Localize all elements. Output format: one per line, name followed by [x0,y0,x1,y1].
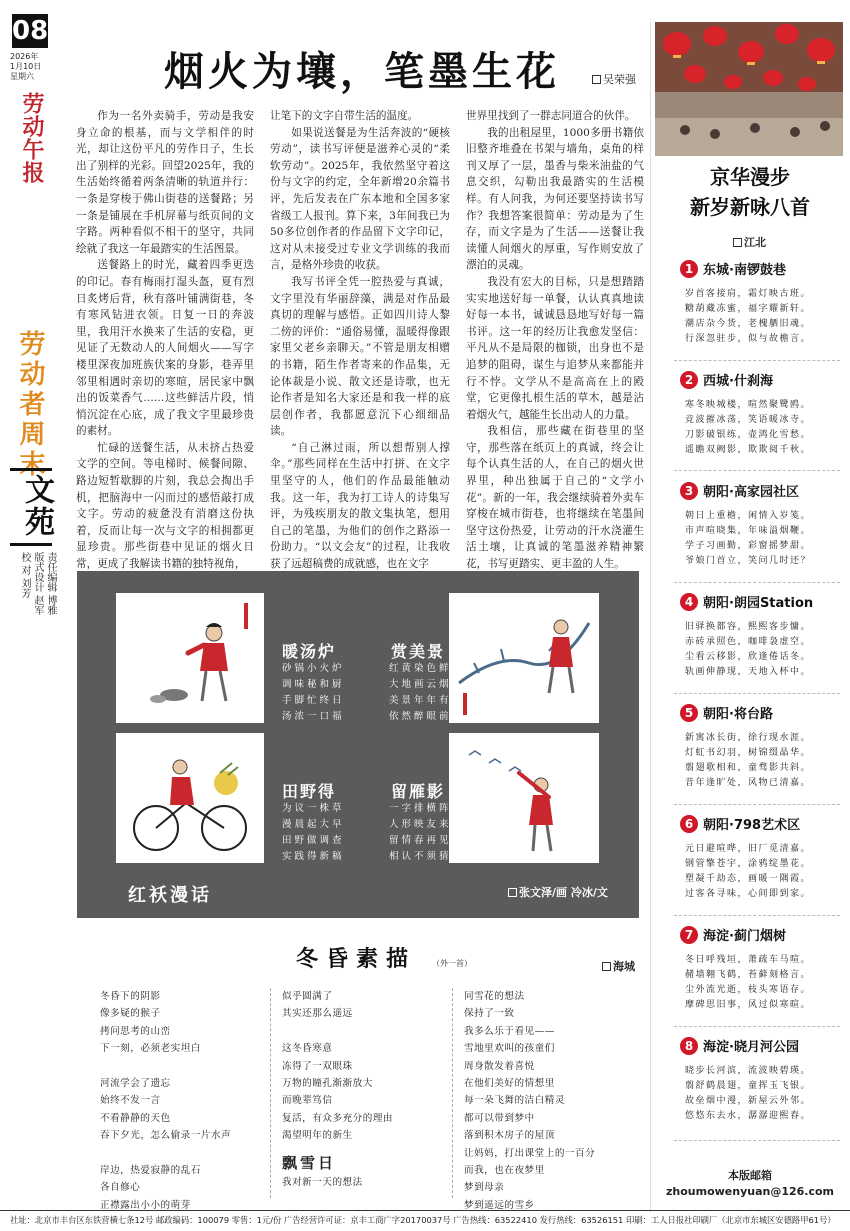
verse-line: 爷娘门首立，笑问几时还？ [685,556,812,566]
sidebar-spot-7 [680,925,840,1013]
poem-column-3 [464,988,639,1214]
cook-figure-icon [116,593,264,723]
sidebar-spot-5 [680,703,840,791]
sidebar-spot-6 [680,814,840,902]
poem-lines-3 [282,801,345,865]
poem-line: 美景年年有 [389,695,452,706]
verse-line: 行深忽驻步，似与故檐言。 [685,334,812,344]
verse-line: 轨画伸静现，天地入杯中。 [685,667,812,677]
verse-line: 朝日上重檐，闲情入岁笺。 [685,511,812,521]
article-column-3 [466,108,644,573]
poem-line: 我对新一天的想法 [282,1177,363,1188]
poem-line: 万物的瞳孔渐渐放大 [282,1078,373,1090]
spot-name: 海淀·晓月河公园 [703,1040,799,1055]
poem-line: 留情春再见 [389,835,452,846]
spot-verse [680,398,840,458]
mailbox-label: 本版邮箱 [728,1169,772,1182]
poem-line: 人形映友来 [389,819,452,830]
bicycle-figure-icon [116,733,264,863]
paragraph: 世界里找到了一群志同道合的伙伴。 [466,110,636,122]
paragraph: 我没有宏大的目标，只是想踏踏实实地送好每一单餐，认认真真地读好每一本书，诚诚恳恳地写好每一篇书评。这一年的经历让我愈发坚信：平凡从不是局限的枷锁，出身也不是追梦的阻碍，谋生与追梦从来都能并行不悖。文学从不是高高在上的殿堂，它更像扎根生活的草木，越是沾着烟火气，越能生长出动人的力量。 [466,275,644,421]
spot-number-badge: 6 [680,815,698,833]
verse-line: 赤砖承照色，咖啡袅虚空。 [685,637,812,647]
poem-line: 各自修心 [100,1182,141,1194]
spot-name: 朝阳·高家园社区 [703,485,799,500]
byline-box-icon [733,238,742,247]
sidebar-divider [650,22,651,1212]
spot-number-badge: 3 [680,482,698,500]
poem-subtitle: （外一首） [432,959,472,968]
poem-title-4: 留雁影 [391,782,446,801]
lantern-photo-icon [655,22,843,156]
poem-line: 落到积木房子的屋顶 [464,1130,555,1142]
poem-line: 冻得了一双眼珠 [282,1060,353,1072]
poem-line: 不看静静的天色 [100,1112,171,1124]
spot-divider [674,470,840,471]
poem-line: 周身散发着喜悦 [464,1060,535,1072]
byline-box-icon [602,962,611,971]
branch-figure-icon [449,593,599,723]
verse-line: 塑凝千劫态，画暖一隅霞。 [685,874,812,884]
poem-line: 同雪花的想法 [464,991,525,1002]
verse-line: 竞波摧冰荡，笑语暖冰寺。 [685,415,812,425]
paragraph: 如果说送餐是为生活奔波的“硬核劳动”，读书写评便是滋养心灵的“柔软劳动”。2025年，我依然坚守着这份与文字的约定，全年新增20余篇书评，先后发表在广东本地和全国多家省级工人报刊。算下来，3年间我已为50多位创作者的作品留下文字印记，这对从未接受过专业文学训练的我而言，是格外珍贵的收获。 [270,126,450,272]
article-byline-text: 吴荣强 [603,73,636,86]
verse-line: 寒冬映城楼，喧然聚鹭鸥。 [685,400,812,410]
verse-line: 市声喧晓集，年味溢烟鞭。 [685,526,812,536]
sidebar-title [660,162,840,222]
verse-line: 昔年逢旷处，风物已清嘉。 [685,778,812,788]
section-name: 劳动者周末 [15,330,45,480]
poem-column-2 [282,988,447,1145]
verse-line: 学子习画勤，彩窗摇梦甜。 [685,541,812,551]
verse-line: 新寓冰长街，徐行现水涯。 [685,733,812,743]
column-divider [452,988,453,1198]
article-headline: 烟火为壤，笔墨生花 [164,49,560,95]
poem-column-1 [100,988,265,1214]
article-column-2 [270,108,450,573]
column-divider [270,988,271,1198]
spot-divider [674,582,840,583]
verse-line: 晓步长河滨，流波映碧瑛。 [685,1066,812,1076]
verse-line: 岁首客接肩，霜灯映古班。 [685,289,812,299]
verse-line: 钢管擎苍宇，涂鸦绽墨花。 [685,859,812,869]
paragraph: 我相信，那些藏在街巷里的坚守，那些落在纸页上的真诚，终会让每个认真生活的人，在自己的烟火世界里，种出独属于自己的“文学小花”。新的一年，我会继续骑着外卖车穿梭在城市街巷，也将继续在笔墨间坚守这份热爱，让劳动的汗水浇灌生活土壤，让真诚的笔墨滋养精神繁花，书写更踏实、更丰盈的人生。 [466,425,644,571]
section-subname: 文苑 [19,474,54,538]
poem-line: 汤浓一口福 [282,711,345,722]
poem-line: 其实还那么遥远 [282,1008,353,1020]
poem-lines-2 [389,661,452,725]
poem-line: 红黄染色鲜 [389,663,452,674]
poem-line: 雪地里欢叫的孩童们 [464,1043,555,1055]
poem-line [282,1023,447,1040]
poem-line: 冬昏下的阴影 [100,991,161,1002]
footer-info: 社址：北京市丰台区东铁营横七条12号 邮政编码：100079 零售：1元/份 广告经营许可证：京丰工商广字20170037号 广告热线：63522410 发行热线：63526151 印刷：工人日报社印刷厂（北京市东城区安德路甲61号） [10,1215,836,1225]
poem-line: 梦到母亲 [464,1182,505,1194]
spot-number-badge: 2 [680,371,698,389]
spot-number-badge: 5 [680,704,698,722]
art-credit [508,884,608,900]
spot-verse [680,953,840,1013]
verse-line: 过客各寻味，心间即到家。 [685,889,812,899]
poem-line: 正襟露出小小的萌芽 [100,1199,191,1211]
page-number: 08 [12,16,49,46]
spot-divider [674,915,840,916]
verse-line: 旧驿换都容，熙熙客步慵。 [685,622,812,632]
sidebar-title-line1: 京华漫步 [710,165,790,189]
spot-number-badge: 7 [680,926,698,944]
paper-logo: 劳动午报 [19,92,45,184]
spot-name: 朝阳·798艺术区 [703,818,801,833]
poem-line [100,1058,265,1075]
poem-line: 为议一株草 [282,803,345,814]
poem-line: 田野做调查 [282,835,345,846]
spot-name: 海淀·蓟门烟树 [703,929,786,944]
poem-title: 冬昏素描 [296,946,417,972]
sidebar-spot-8 [680,1036,840,1124]
verse-line: 灯虹书幻羽，树锦缀晶华。 [685,748,812,758]
painting-branch-image [449,593,599,723]
spot-verse [680,842,840,902]
spot-verse [680,1064,840,1124]
credit-layout: 版式设计 赵军 [32,552,43,616]
poem-title-2: 赏美景 [391,642,446,661]
spot-divider [674,1026,840,1027]
verse-line: 赭墙翱飞鹤，苔藓刻格言。 [685,970,812,980]
poem-lines-4 [389,801,452,865]
spot-number-badge: 4 [680,593,698,611]
poem-line: 在他们美好的情想里 [464,1078,555,1090]
spot-divider [674,1140,840,1141]
sidebar-byline [733,234,766,250]
sidebar-spot-1 [680,259,840,347]
byline-box-icon [592,75,601,84]
spot-number-badge: 8 [680,1037,698,1055]
date-year: 2026年 [10,52,39,61]
verse-line: 糖葫藏冻蜜，福字耀新轩。 [685,304,812,314]
article-byline [592,71,636,87]
spot-divider [674,693,840,694]
poem-line: 都可以带到梦中 [464,1112,535,1124]
credit-editor: 责任编辑 博雅 [45,552,56,616]
paragraph: 我的出租屋里，1000多册书籍依旧整齐堆叠在书架与墙角，桌角的样刊又厚了一层，墨香与柴米油盐的气息交织，勾勒出我最踏实的生活模样。有人问我，为何还要坚持读书写作？我想答案很简单：劳动是为了生存，而文字是为了生活——送餐让我读懂人间烟火的厚重，写作则安放了漂泊的灵魂。 [466,126,644,272]
spot-name: 东城·南锣鼓巷 [703,263,786,278]
footer-divider [0,1210,850,1211]
poem-line: 相认不须猜 [389,851,452,862]
poem-line: 复活，有众多充分的理由 [282,1112,394,1124]
poem-line: 让妈妈，打出课堂上的一百分 [464,1147,596,1159]
painting-geese-image [449,733,599,863]
poem-byline [602,958,635,974]
sidebar-spot-3 [680,481,840,569]
paragraph: 我写书评全凭一腔热爱与真诚，文字里没有华丽辞藻，满是对作品最真切的理解与感悟。正如四川诗人黎二傍的评价：“通俗易懂，温暖得像跟家里父老乡亲聊天。”不管是朋友相赠的书籍，陌生作者寄来的作品集，无论体裁是小说、散文还是诗歌，也无论作者是知名大家还是和我一样的底层创作者，我都愿意沉下心细细品读。 [270,275,450,438]
art-credit-text: 张文泽/画 冷冰/文 [519,886,608,899]
art-section-title: 红袄漫话 [128,885,212,906]
poem-line: 始终不发一言 [100,1095,161,1107]
poem-line: 这冬昏寒意 [282,1043,333,1055]
spot-verse [680,731,840,791]
article-column-1 [76,108,254,573]
verse-line: 潮店杂今货，老槐舾旧魂。 [685,319,812,329]
issue-date [10,52,54,82]
poem-line: 我多么乐于看见—— [464,1025,555,1037]
verse-line: 翦翅歌相和，童骛影共斜。 [685,763,812,773]
sidebar-byline-text: 江北 [744,236,766,249]
verse-line: 遥瞻双阙影，欺欺阅千秋。 [685,445,812,455]
editorial-credits [12,552,56,652]
poem-line: 砂锅小火炉 [282,663,345,674]
poem-line: 漫晨起大早 [282,819,345,830]
verse-line: 摩碑思旧事，风过似寒暄。 [685,1000,812,1010]
verse-line: 翦舒鹤晨翅，童挥玉飞银。 [685,1081,812,1091]
poem-line: 实践得新稿 [282,851,345,862]
poem-lines-1 [282,661,345,725]
poem-line: 下一刻，必须老实坦白 [100,1043,201,1055]
second-poem-title: 飘雪日 [282,1154,337,1172]
poem-line: 大地画云烟 [389,679,452,690]
date-day: 1月10日 [10,62,42,71]
verse-line: 悠悠东去水，潺潺迎熙春。 [685,1111,812,1121]
poem-byline-text: 海城 [613,960,635,973]
paragraph: “自己淋过雨，所以想帮别人撑伞。”那些同样在生活中打拼、在文字里坚守的人，他们的作品最能触动我。这一年，我为打工诗人的诗集写评，为残疾朋友的散文集执笔，想用自己的笔墨，为他们的创作之路添一份助力。“以文会友”的过程，让我收获了远超稿费的成就感，也在文字 [270,441,450,571]
byline-box-icon [508,888,517,897]
poem-line: 保持了一致 [464,1008,515,1020]
poem-line: 而晚辈笃信 [282,1095,333,1107]
date-weekday: 星期六 [10,72,34,81]
spot-verse [680,509,840,569]
poem-line: 每一朵飞舞的洁白精灵 [464,1095,565,1107]
poem-line: 河流学会了遗忘 [100,1078,171,1090]
verse-line: 元日避喧哗，旧厂觅清嘉。 [685,844,812,854]
credit-proof: 校 对 刘芳 [19,552,30,599]
poem-line: 依然醉眼前 [389,711,452,722]
poem-title-1: 暖汤炉 [282,642,337,661]
poem-line: 一字排横阵 [389,803,452,814]
spot-name: 朝阳·将台路 [703,707,773,722]
painting-bicycle-image [116,733,264,863]
second-poem-lines [282,1174,447,1191]
spot-number-badge: 1 [680,260,698,278]
painting-cook-image [116,593,264,723]
poem-line: 拷问思考的山峦 [100,1025,171,1037]
poem-line: 岸边，热爱寂静的乱石 [100,1165,201,1177]
poem-line: 调味秘和厨 [282,679,345,690]
verse-line: 尘外流光逝，枝头寒语存。 [685,985,812,995]
poem-line: 似乎圆满了 [282,991,333,1002]
paragraph: 忙碌的送餐生活，从未挤占热爱文学的空间。等电梯时、候餐间隙、路边短暂歇脚的片刻，我总会掏出手机，把脑海中一闪而过的感悟敲打成文字。劳动的疲惫没有消磨这份执着，反而让每一次与文字的相拥都更显珍贵。那些街巷中见证的烟火日常，更成了我解读书籍的独特视角， [76,441,254,571]
sidebar-spot-4 [680,592,840,680]
spot-name: 西城·什刹海 [703,374,773,389]
poem-line: 渴望明年的新生 [282,1130,353,1142]
spot-divider [674,804,840,805]
poem-line: 吞下夕光，怎么偷录一片水声 [100,1130,232,1142]
sidebar-title-line2: 新岁新咏八首 [690,195,810,219]
spot-name: 朝阳·朗园Station [703,596,814,611]
geese-figure-icon [449,733,599,863]
verse-line: 尘看云移影，欣逢倦话冬。 [685,652,812,662]
spot-verse [680,620,840,680]
poem-line [100,1145,265,1162]
poem-line: 而我，也在夜梦里 [464,1165,545,1177]
sidebar-lantern-photo [655,22,843,156]
paragraph: 送餐路上的时光，藏着四季更迭的印记。春有梅雨打湿头盔，夏有烈日炙烤后背，秋有落叶铺满街巷，冬有寒风钻进衣领。日复一日的奔波里，我用汗水换来了生活的安稳，更见证了无数动人的人间烟火——写字楼里深夜加班族伏案的身影，巷弄里邻里相遇时亲切的寒暄，居民家中飘出的饭菜香气……这些鲜活片段，悄悄沉淀在心底，成了我文字里最珍贵的素材。 [76,259,254,438]
poem-line: 梦到遥远的雪乡 [464,1199,535,1211]
verse-line: 刀影破银练，壶鸿化雪愁。 [685,430,812,440]
poem-title-3: 田野得 [282,782,337,801]
poem-line: 手脚忙终日 [282,695,345,706]
verse-line: 故垒烟中漫，新屋云外邻。 [685,1096,812,1106]
poem-line: 像多疑的猴子 [100,1008,161,1020]
paragraph: 让笔下的文字自带生活的温度。 [270,110,419,122]
mailbox-email-link[interactable]: zhoumowenyuan@126.com [665,1185,835,1198]
verse-line: 冬日呼残垣，萧疏车马喧。 [685,955,812,965]
sidebar-spot-2 [680,370,840,458]
spot-divider [674,360,840,361]
spot-verse [680,287,840,347]
paragraph: 作为一名外卖骑手，劳动是我安身立命的根基，而与文学相伴的时光，却让这份平凡的劳作日子，生长出了别样的光彩。回望2025年，我的生活始终循着两条清晰的轨道并行：一条是穿梭于佛山街巷的送餐路；另一条是铺展在手机屏幕与纸页间的文字路。两种看似不相干的坚守，共同绘就了我这一年最踏实的生活图景。 [76,110,254,255]
illustration-panel [77,571,639,918]
